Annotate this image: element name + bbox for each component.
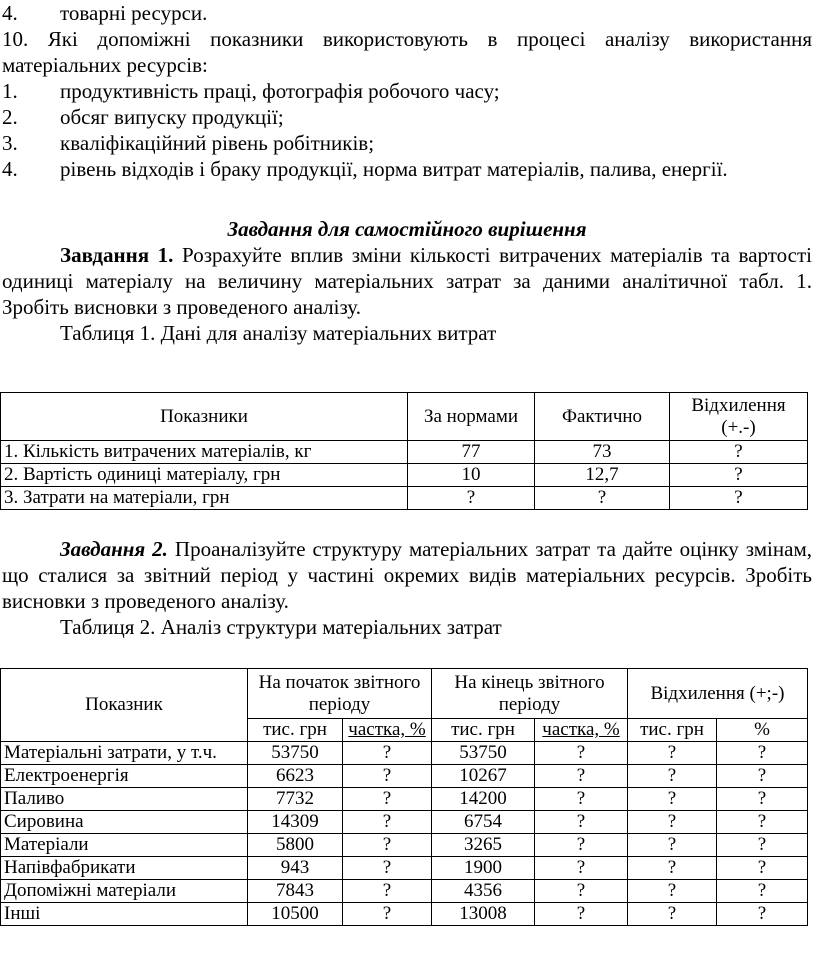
question-10: 10. Які допоміжні показники використовують в процесі аналізу використання матеріальних ресурсів: (2, 27, 812, 77)
table-cell: 53750 (432, 742, 535, 765)
item-text: рівень відходів і браку продукції, норма витрат матеріалів, палива, енергії. (60, 157, 728, 181)
table-cell: 2. Вартість одиниці матеріалу, грн (1, 464, 408, 487)
item-number: 2. (2, 105, 18, 129)
list-item (2, 156, 812, 182)
table-cell: 73 (535, 441, 670, 464)
table-cell: ? (535, 811, 628, 834)
table-cell: Напівфабрикати (1, 857, 248, 880)
header-cell: Фактично (535, 393, 670, 441)
table-cell: ? (717, 834, 808, 857)
table-cell: ? (628, 742, 717, 765)
table-cell: 6754 (432, 811, 535, 834)
table-cell: 6623 (248, 765, 343, 788)
table-cell: 3265 (432, 834, 535, 857)
item-text: кваліфікаційний рівень робітників; (60, 131, 375, 155)
table-row (1, 811, 808, 834)
subheader-cell: тис. грн (432, 719, 535, 742)
table-cell: ? (628, 857, 717, 880)
table-cell: 10267 (432, 765, 535, 788)
table-row (1, 742, 808, 765)
table-cell: ? (343, 765, 432, 788)
table-cell: ? (717, 765, 808, 788)
table-cell: 77 (408, 441, 535, 464)
table-row (1, 834, 808, 857)
task-1-text: Розрахуйте вплив зміни кількості витрачених матеріалів та вартості одиниці матеріалу на величину матеріальних затрат за даними аналітичної табл. 1. Зробіть висновки з проведеного аналізу. (2, 243, 812, 319)
table-row (1, 765, 808, 788)
task-1-label: Завдання 1. (60, 243, 174, 267)
table-cell: ? (535, 857, 628, 880)
table-cell: ? (717, 857, 808, 880)
subheader-cell: тис. грн (628, 719, 717, 742)
table-cell: ? (628, 788, 717, 811)
table-cell: ? (535, 765, 628, 788)
table-2-caption: Таблиця 2. Аналіз структури матеріальних затрат (60, 615, 502, 639)
header-cell: Показник (1, 669, 248, 742)
item-text: обсяг випуску продукції; (60, 105, 284, 129)
table-cell: 3. Затрати на матеріали, грн (1, 487, 408, 510)
subheader-cell: тис. грн (248, 719, 343, 742)
subheader-cell: частка, % (343, 719, 432, 742)
table-cell: ? (717, 880, 808, 903)
table-row (1, 441, 808, 464)
task-1 (2, 242, 812, 320)
table-cell: ? (535, 487, 670, 510)
table-cell: ? (628, 765, 717, 788)
table-cell: ? (717, 811, 808, 834)
item-number: 4. (2, 157, 18, 181)
table-cell: 10 (408, 464, 535, 487)
table-cell: 7843 (248, 880, 343, 903)
table-cell: Допоміжні матеріали (1, 880, 248, 903)
task-2-text: Проаналізуйте структуру матеріальних затрат та дайте оцінку змінам, що сталися за звітний період у частині окремих видів матеріальних ресурсів. Зробіть висновки з проведеного аналізу. (2, 537, 812, 613)
table-cell: Матеріали (1, 834, 248, 857)
table-row (1, 464, 808, 487)
table-row (1, 857, 808, 880)
table-cell: ? (628, 880, 717, 903)
header-cell: Показники (1, 393, 408, 441)
table-1-caption: Таблиця 1. Дані для аналізу матеріальних витрат (60, 321, 497, 345)
item-number: 4. (2, 1, 18, 25)
table-row (1, 880, 808, 903)
table-cell: ? (343, 742, 432, 765)
header-cell: На початок звітного періоду (248, 669, 432, 719)
table-cell: 4356 (432, 880, 535, 903)
table-1 (0, 392, 808, 510)
item-text: продуктивність праці, фотографія робочого часу; (60, 79, 500, 103)
table-cell: ? (670, 487, 808, 510)
table-cell: ? (535, 788, 628, 811)
list-item (2, 130, 812, 156)
subheader-cell: частка, % (535, 719, 628, 742)
table-cell: Матеріальні затрати, у т.ч. (1, 742, 248, 765)
header-cell: За нормами (408, 393, 535, 441)
table-cell: ? (670, 441, 808, 464)
task-2-label: Завдання 2. (60, 537, 168, 561)
table-cell: ? (343, 811, 432, 834)
table-cell: Інші (1, 903, 248, 926)
table-cell: ? (628, 811, 717, 834)
table-cell: ? (717, 742, 808, 765)
list-item (2, 78, 812, 104)
table-cell: 13008 (432, 903, 535, 926)
table-cell: ? (408, 487, 535, 510)
table-cell: 12,7 (535, 464, 670, 487)
subheader-cell: % (717, 719, 808, 742)
table-cell: 7732 (248, 788, 343, 811)
table-cell: ? (343, 880, 432, 903)
table-cell: 5800 (248, 834, 343, 857)
list-item (2, 0, 812, 26)
table-cell: ? (717, 903, 808, 926)
section-title: Завдання для самостійного вирішення (227, 217, 587, 241)
table-cell: ? (535, 880, 628, 903)
table-cell: ? (670, 464, 808, 487)
table-cell: 14309 (248, 811, 343, 834)
table-cell: ? (535, 903, 628, 926)
table-cell: ? (535, 834, 628, 857)
table-cell: 943 (248, 857, 343, 880)
table-cell: ? (628, 903, 717, 926)
table-cell: Паливо (1, 788, 248, 811)
table-2 (0, 668, 808, 926)
table-cell: ? (628, 834, 717, 857)
table-cell: Електроенергія (1, 765, 248, 788)
table-cell: Сировина (1, 811, 248, 834)
list-item (2, 104, 812, 130)
table-cell: 53750 (248, 742, 343, 765)
table-cell: ? (535, 742, 628, 765)
header-cell: Відхилення (+.-) (670, 393, 808, 441)
table-cell: ? (343, 834, 432, 857)
table-cell: 10500 (248, 903, 343, 926)
table-row (1, 788, 808, 811)
item-text: товарні ресурси. (60, 1, 208, 25)
header-cell: На кінець звітного періоду (432, 669, 628, 719)
table-cell: ? (343, 788, 432, 811)
header-cell: Відхилення (+;-) (628, 669, 808, 719)
task-2 (2, 536, 812, 614)
table-row (1, 487, 808, 510)
table-cell: 14200 (432, 788, 535, 811)
table-cell: ? (343, 903, 432, 926)
table-cell: 1. Кількість витрачених матеріалів, кг (1, 441, 408, 464)
item-number: 3. (2, 131, 18, 155)
table-row (1, 903, 808, 926)
table-cell: ? (717, 788, 808, 811)
table-cell: ? (343, 857, 432, 880)
table-cell: 1900 (432, 857, 535, 880)
item-number: 1. (2, 79, 18, 103)
